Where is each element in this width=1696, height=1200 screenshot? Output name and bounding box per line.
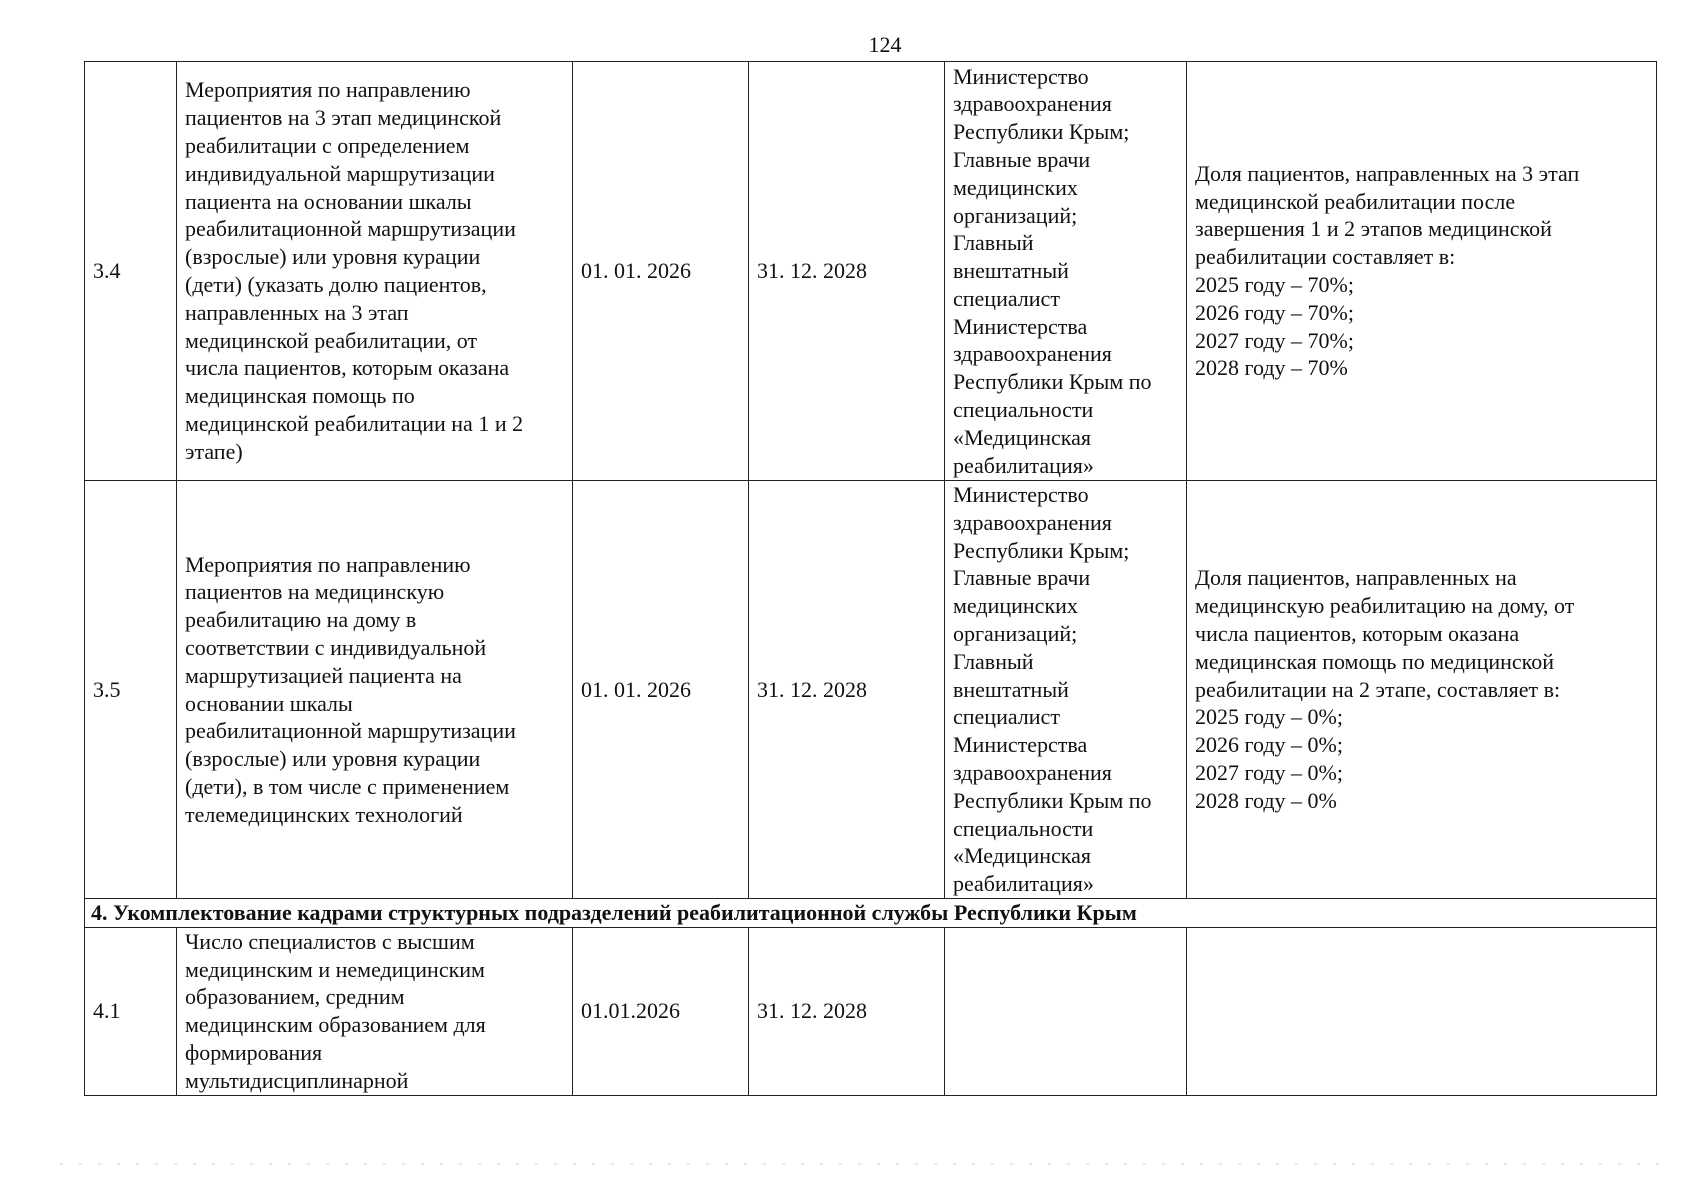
text-line: числа пациентов, которым оказана (1195, 621, 1520, 646)
text-line: телемедицинских технологий (185, 801, 463, 827)
text-line: организаций; (953, 621, 1078, 646)
text-line: Главные врачи (953, 565, 1091, 591)
text-line: Доля пациентов, направленных на 3 этап (1195, 160, 1580, 186)
text-line: пациентов на 3 этап медицинской (185, 105, 502, 131)
text-line: внештатный (953, 676, 1069, 702)
text-line: реабилитацию на дому в (185, 607, 417, 633)
text-line: медицинской реабилитации после (1195, 188, 1516, 214)
text-line: реабилитационной маршрутизации (185, 216, 516, 242)
text-line: реабилитации на 2 этапе, составляет в: (1195, 676, 1561, 702)
text-line: Главные врачи (953, 146, 1091, 172)
start-date: 01. 01. 2026 (573, 481, 749, 899)
text-line: реабилитация» (953, 452, 1094, 478)
text-line: здравоохранения (953, 341, 1112, 367)
text-line: Министерства (953, 313, 1088, 339)
text-line: 2026 году – 0%; (1195, 732, 1343, 758)
text-line: Главный (953, 230, 1034, 256)
text-line: медицинскую реабилитацию на дому, от (1195, 593, 1575, 619)
text-line: Министерства (953, 732, 1088, 758)
text-line: образованием, средним (185, 984, 405, 1010)
row-number: 4.1 (85, 927, 177, 1095)
text-line: Главный (953, 648, 1034, 674)
activity-description (177, 481, 573, 899)
text-line: здравоохранения (953, 509, 1112, 535)
text-line: медицинская помощь по медицинской (1195, 648, 1555, 674)
text-line: медицинских (953, 593, 1078, 619)
text-line: здравоохранения (953, 91, 1112, 117)
text-line: внештатный (953, 258, 1069, 284)
table-row-3-4 (85, 62, 1657, 481)
text-line: медицинских (953, 174, 1078, 200)
text-line: «Медицинская (953, 843, 1092, 869)
text-line: Число специалистов с высшим (185, 928, 475, 954)
text-line: медицинской реабилитации на 1 и 2 (185, 410, 524, 436)
text-line: Мероприятия по направлению (185, 551, 471, 577)
text-line: соответствии с индивидуальной (185, 634, 487, 660)
table-row-4-1 (85, 927, 1657, 1095)
text-line: 2028 году – 0% (1195, 787, 1337, 813)
text-line: направленных на 3 этап (185, 299, 409, 325)
row-number: 3.5 (85, 481, 177, 899)
text-line: 2028 году – 70% (1195, 355, 1348, 381)
activity-description (177, 927, 573, 1095)
text-line: 2025 году – 0%; (1195, 704, 1343, 730)
text-line: этапе) (185, 438, 243, 464)
text-line: реабилитации составляет в: (1195, 244, 1456, 270)
responsible-parties (945, 481, 1187, 899)
section-title: 4. Укомплектование кадрами структурных подразделений реабилитационной службы Республики Крым (85, 899, 1657, 928)
text-line: реабилитации с определением (185, 133, 470, 159)
text-line: (дети) (указать долю пациентов, (185, 272, 487, 297)
text-line: маршрутизацией пациента на (185, 662, 462, 688)
text-line: 2026 году – 70%; (1195, 299, 1354, 325)
text-line: здравоохранения (953, 759, 1112, 785)
start-date: 01. 01. 2026 (573, 62, 749, 481)
text-line: Доля пациентов, направленных на (1195, 565, 1517, 591)
expected-result (1187, 62, 1657, 481)
text-line: медицинским образованием для (185, 1012, 486, 1038)
text-line: Министерство (953, 482, 1089, 508)
text-line: 2025 году – 70%; (1195, 272, 1354, 297)
text-line: специальности (953, 397, 1094, 423)
table-row-3-5 (85, 481, 1657, 899)
end-date: 31. 12. 2028 (749, 927, 945, 1095)
text-line: числа пациентов, которым оказана (185, 355, 510, 381)
responsible-parties (945, 927, 1187, 1095)
text-line: (взрослые) или уровня курации (185, 244, 481, 270)
row-number: 3.4 (85, 62, 177, 481)
start-date: 01.01.2026 (573, 927, 749, 1095)
activity-description (177, 62, 573, 481)
section-heading-row (85, 899, 1657, 928)
activity-plan-table (84, 61, 1657, 1096)
text-line: основании шкалы (185, 690, 353, 716)
text-line: медицинским и немедицинским (185, 956, 485, 982)
text-line: 2027 году – 0%; (1195, 759, 1343, 785)
text-line: Мероприятия по направлению (185, 77, 471, 103)
page-number: 124 (868, 32, 902, 57)
expected-result (1187, 927, 1657, 1095)
text-line: мультидисциплинарной (185, 1067, 409, 1093)
text-line: пациентов на медицинскую (185, 579, 445, 605)
text-line: специалист (953, 285, 1060, 311)
text-line: индивидуальной маршрутизации (185, 160, 495, 186)
text-line: пациента на основании шкалы (185, 188, 472, 214)
end-date: 31. 12. 2028 (749, 62, 945, 481)
text-line: организаций; (953, 202, 1078, 228)
text-line: медицинская помощь по (185, 383, 415, 409)
text-line: Республики Крым по (953, 787, 1152, 813)
text-line: специальности (953, 815, 1094, 841)
text-line: Республики Крым; (953, 537, 1130, 563)
text-line: 2027 году – 70%; (1195, 327, 1354, 353)
text-line: Республики Крым по (953, 369, 1152, 395)
text-line: (дети), в том числе с применением (185, 773, 510, 799)
text-line: реабилитация» (953, 871, 1094, 897)
text-line: (взрослые) или уровня курации (185, 746, 481, 772)
text-line: специалист (953, 704, 1060, 730)
text-line: завершения 1 и 2 этапов медицинской (1195, 216, 1552, 242)
expected-result (1187, 481, 1657, 899)
text-line: реабилитационной маршрутизации (185, 718, 516, 744)
scan-noise (60, 1163, 1660, 1165)
text-line: Министерство (953, 63, 1089, 89)
text-line: «Медицинская (953, 424, 1092, 450)
responsible-parties (945, 62, 1187, 481)
text-line: Республики Крым; (953, 119, 1130, 145)
end-date: 31. 12. 2028 (749, 481, 945, 899)
text-line: медицинской реабилитации, от (185, 327, 478, 353)
text-line: формирования (185, 1039, 323, 1065)
